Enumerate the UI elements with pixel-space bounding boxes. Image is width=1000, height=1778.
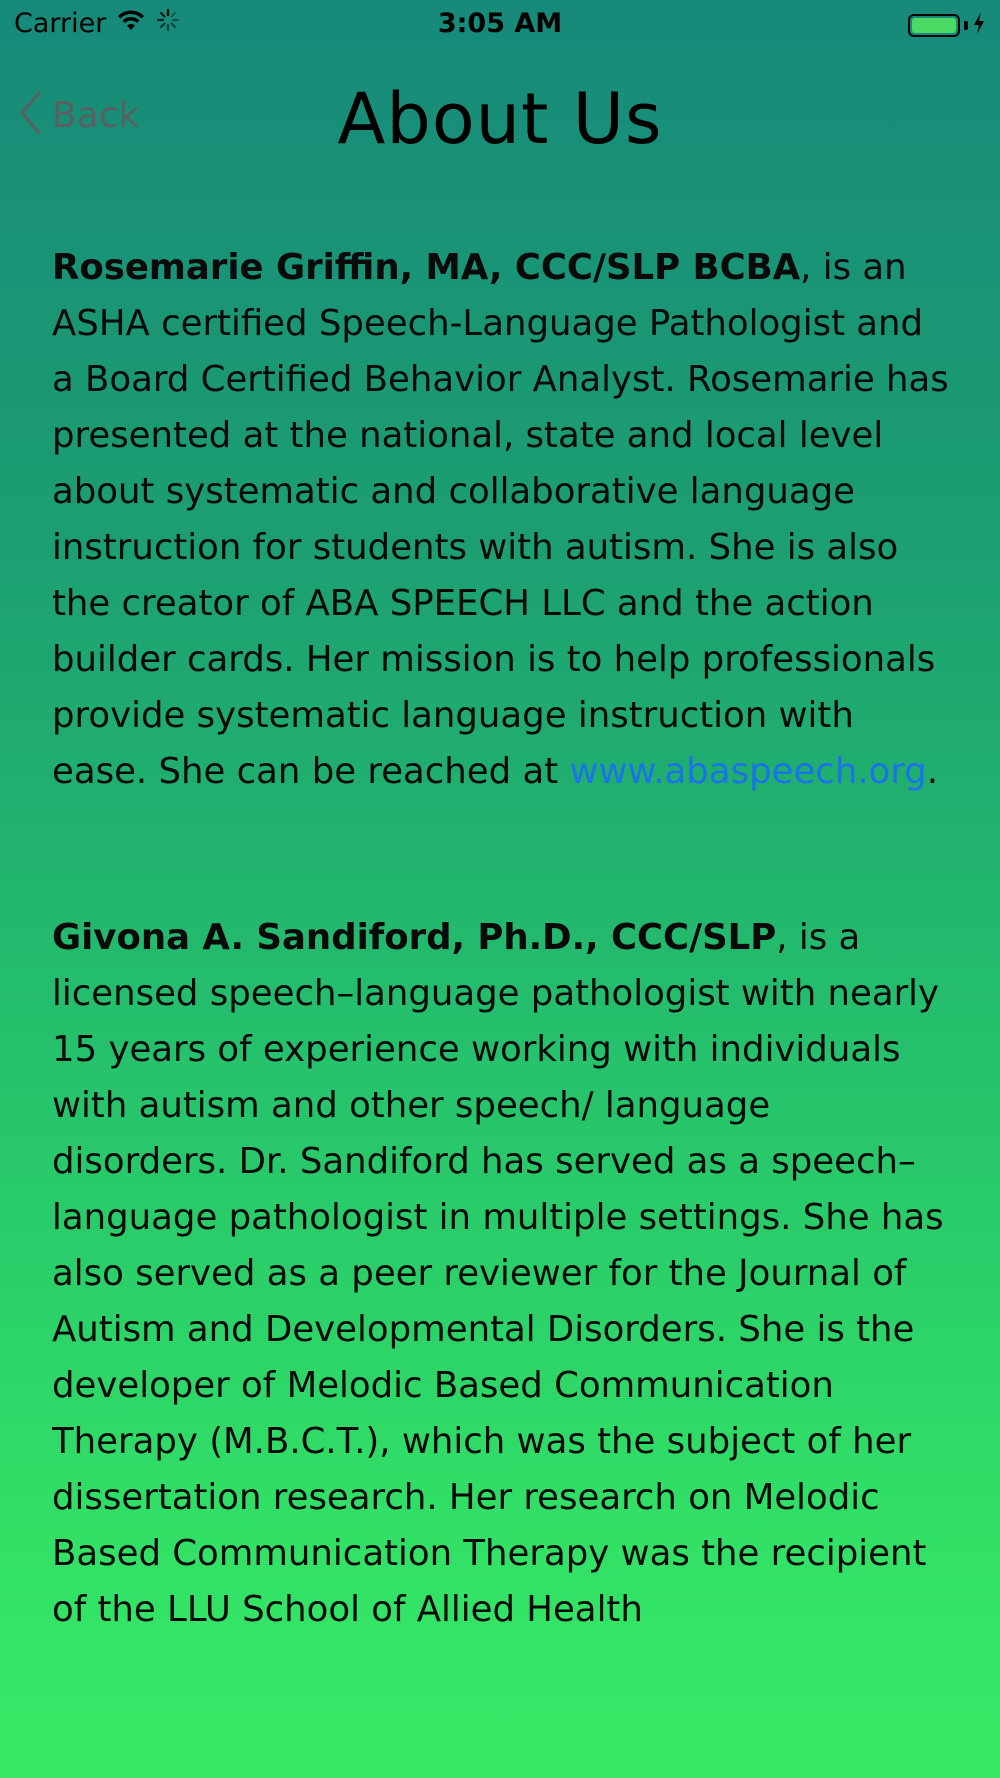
- battery-icon: [908, 14, 960, 37]
- bio-name: Givona A. Sandiford, Ph.D., CCC/SLP: [52, 917, 777, 958]
- battery-cap: [964, 21, 968, 30]
- charging-bolt-icon: [972, 11, 986, 39]
- bio-text: , is a licensed speech–language pathologist with nearly 15 years of experience working with individuals with autism and other speech/ language disorders. Dr. Sandiford has served as a speech–language pathologist in multiple settings. She has also served as a peer reviewer for the Journal of Autism and Developmental Disorders. She is the developer of Melodic Based Communication Therapy (M.B.C.T.), which was the subject of her dissertation research. Her research on Melodic Based Communication Therapy was the recipient of the LLU School of Allied Health: [52, 917, 944, 1630]
- navigation-bar: [0, 60, 1000, 170]
- bio-name: Rosemarie Griffin, MA, CCC/SLP BCBA: [52, 247, 801, 288]
- status-time: 3:05 AM: [437, 8, 563, 39]
- bio-paragraph: [52, 240, 952, 800]
- back-label: Back: [52, 94, 140, 136]
- carrier-label: Carrier: [14, 8, 107, 39]
- bio-text-end: .: [926, 751, 939, 792]
- status-right: [908, 11, 986, 39]
- page-title: About Us: [337, 78, 663, 160]
- website-link[interactable]: www.abaspeech.org: [569, 751, 927, 792]
- status-bar: [0, 0, 1000, 50]
- about-content: [52, 240, 952, 1740]
- bio-text: , is an ASHA certified Speech-Language Pathologist and a Board Certified Behavior Analyst. Rosemarie has presented at the national, state and local level about systematic and collaborative language instruction for students with autism. She is also the creator of ABA SPEECH LLC and the action builder cards. Her mission is to help professionals provide systematic language instruction with ease. She can be reached at: [52, 247, 949, 792]
- bio-paragraph: [52, 910, 952, 1638]
